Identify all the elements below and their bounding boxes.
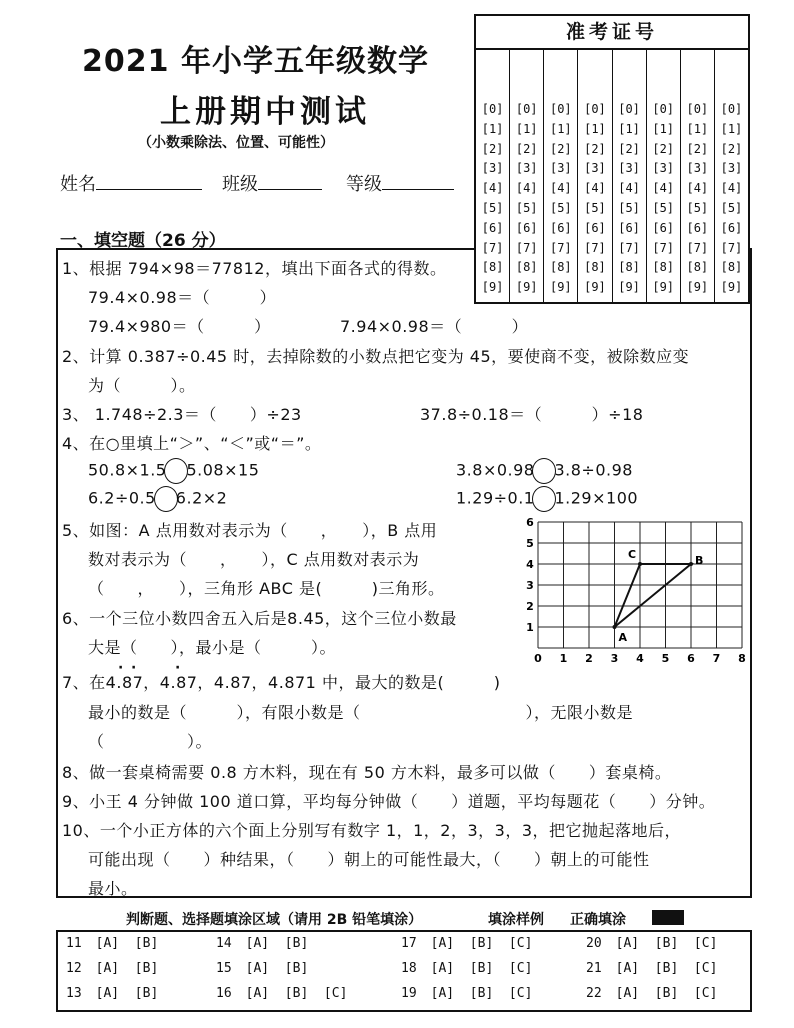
option-bubbles[interactable]: [A] [B] [C] <box>245 986 348 1001</box>
grade-field[interactable] <box>346 170 454 196</box>
q4-a[interactable] <box>88 458 259 484</box>
option-bubbles[interactable]: [A] [B] [C] <box>430 986 533 1001</box>
exam-digit-bubble[interactable]: [9] <box>481 280 504 295</box>
class-field[interactable] <box>222 170 322 196</box>
x-tick-label: 7 <box>712 652 721 665</box>
exam-digit-bubble[interactable]: [5] <box>584 200 606 215</box>
q4-d-left: 1.29÷0.1 <box>456 488 535 508</box>
filled-sample-mark <box>652 910 684 925</box>
exam-digit-bubble[interactable]: [4] <box>515 181 538 196</box>
exam-digit-bubble[interactable]: [5] <box>720 200 743 215</box>
answer-item[interactable] <box>401 936 532 951</box>
option-bubbles[interactable]: [A] [B] <box>95 986 159 1001</box>
grade-label: 等级 <box>346 174 382 195</box>
exam-digit-bubble[interactable]: [1] <box>686 121 709 136</box>
exam-digit-bubble[interactable]: [3] <box>686 161 709 176</box>
repeat-dot: · <box>118 660 124 676</box>
q4-b-left: 3.8×0.98 <box>456 460 535 480</box>
exam-digit-bubble[interactable]: [9] <box>652 280 675 295</box>
x-tick-label: 0 <box>534 652 542 665</box>
q4-b[interactable] <box>456 458 633 484</box>
q4-a-right: 5.08×15 <box>186 460 260 480</box>
name-label: 姓名 <box>60 174 96 195</box>
answer-card-heading-row <box>56 906 752 930</box>
point-b <box>689 562 693 566</box>
answer-item[interactable] <box>586 986 717 1001</box>
exam-digit-bubble[interactable]: [9] <box>515 280 538 295</box>
exam-digit-bubble[interactable]: [6] <box>549 220 572 235</box>
q2-line2[interactable]: 为（ ）。 <box>88 376 196 395</box>
exam-digit-bubble[interactable]: [2] <box>515 141 538 156</box>
exam-digit-bubble[interactable]: [3] <box>652 161 675 176</box>
q4-d[interactable] <box>456 486 638 512</box>
exam-digit-bubble[interactable]: [6] <box>652 220 675 235</box>
exam-digit-bubble[interactable]: [8] <box>515 260 538 275</box>
answer-row <box>66 961 746 985</box>
exam-digit-bubble[interactable]: [1] <box>618 121 640 136</box>
exam-digit-bubble[interactable]: [1] <box>652 121 675 136</box>
exam-digit-bubble[interactable]: [3] <box>584 161 606 176</box>
exam-digit-bubble[interactable]: [5] <box>686 200 709 215</box>
exam-digit-bubble[interactable]: [9] <box>549 280 572 295</box>
answer-card-heading: 判断题、选择题填涂区域（请用 2B 铅笔填涂） <box>126 912 423 928</box>
exam-number-write-cell[interactable] <box>715 48 748 100</box>
exam-digit-bubble[interactable]: [2] <box>618 141 640 156</box>
y-tick-label: 6 <box>526 516 534 529</box>
section-title: 一、填空题（26 分） <box>60 231 226 251</box>
exam-digit-bubble[interactable]: [7] <box>584 240 606 255</box>
exam-digit-bubble[interactable]: [1] <box>549 121 572 136</box>
option-bubbles[interactable]: [A] [B] [C] <box>615 986 718 1001</box>
option-bubbles[interactable]: [A] [B] [C] <box>430 961 533 976</box>
subtitle: （小数乘除法、位置、可能性） <box>138 135 334 151</box>
point-label-b: B <box>695 554 704 567</box>
exam-digit-bubble[interactable]: [0] <box>720 102 743 116</box>
point-label-a: A <box>618 631 628 644</box>
exam-digit-bubble[interactable]: [4] <box>686 181 709 196</box>
exam-digit-bubble[interactable]: [8] <box>652 260 675 275</box>
exam-number-title: 准考证号 <box>476 16 748 50</box>
exam-digit-bubble[interactable]: [7] <box>618 240 640 255</box>
exam-digit-bubble[interactable]: [0] <box>584 102 606 116</box>
exam-number-write-cell[interactable] <box>647 48 680 100</box>
exam-digit-bubble[interactable]: [1] <box>720 121 743 136</box>
q4-c-right: 6.2×2 <box>175 488 228 508</box>
exam-digit-bubble[interactable]: [4] <box>584 181 606 196</box>
option-bubbles[interactable]: [A] [B] <box>245 936 309 951</box>
exam-digit-bubble[interactable]: [7] <box>686 240 709 255</box>
answer-item[interactable] <box>66 936 158 951</box>
exam-digit-bubble[interactable]: [3] <box>515 161 538 176</box>
exam-digit-bubble[interactable]: [0] <box>515 102 538 116</box>
name-field[interactable] <box>60 170 202 196</box>
answer-item[interactable] <box>66 986 158 1001</box>
x-tick-label: 6 <box>687 652 695 665</box>
exam-number-write-cell[interactable] <box>510 48 543 100</box>
exam-digit-bubble[interactable]: [8] <box>720 260 743 275</box>
exam-digit-bubble[interactable]: [9] <box>720 280 743 295</box>
q8[interactable]: 8、做一套桌椅需要 0.8 方木料，现在有 50 方木料，最多可以做（ ）套桌椅。 <box>62 763 672 782</box>
exam-digit-bubble[interactable]: [1] <box>515 121 538 136</box>
q10-line1: 10、一个小正方体的六个面上分别写有数字 1，1，2，3，3，3，把它抛起落地后， <box>62 821 682 840</box>
exam-digit-bubble[interactable]: [4] <box>720 181 743 196</box>
q5-line3[interactable]: （ ， ），三角形 ABC 是( )三角形。 <box>88 579 445 598</box>
title-line2: 上册期中测试 <box>160 94 370 130</box>
exam-digit-bubble[interactable]: [6] <box>515 220 538 235</box>
answer-item[interactable] <box>401 986 532 1001</box>
q7-line3[interactable]: （ ）。 <box>88 732 213 751</box>
question-number: 17 <box>401 936 417 951</box>
exam-digit-bubble[interactable]: [2] <box>686 141 709 156</box>
question-number: 15 <box>216 961 232 976</box>
compare-circle[interactable] <box>154 486 178 512</box>
q6-line2[interactable]: 大是（ ），最小是（ ）。 <box>88 638 337 657</box>
correct-label: 正确填涂 <box>570 912 626 928</box>
q3-b[interactable]: 37.8÷0.18＝（ ）÷18 <box>420 405 644 424</box>
title-line1: 2021 年小学五年级数学 <box>82 44 429 79</box>
exam-digit-bubble[interactable]: [8] <box>481 260 504 275</box>
exam-digit-bubble[interactable]: [0] <box>549 102 572 116</box>
exam-number-write-cell[interactable] <box>544 48 577 100</box>
q1-stem: 1、根据 794×98＝77812，填出下面各式的得数。 <box>62 259 447 278</box>
point-c <box>638 562 642 566</box>
q5-line1[interactable]: 5、如图：A 点用数对表示为（ ， ），B 点用 <box>62 521 438 540</box>
q3-a[interactable]: 3、 1.748÷2.3＝（ ）÷23 <box>62 405 302 424</box>
exam-digit-bubble[interactable]: [9] <box>618 280 640 295</box>
answer-item[interactable] <box>216 961 308 976</box>
exam-digit-bubble[interactable]: [4] <box>481 181 504 196</box>
question-number: 12 <box>66 961 82 976</box>
q2-line1: 2、计算 0.387÷0.45 时，去掉除数的小数点把它变为 45，要使商不变，被除数应变 <box>62 347 690 366</box>
exam-digit-bubble[interactable]: [7] <box>481 240 504 255</box>
question-number: 13 <box>66 986 82 1001</box>
question-number: 14 <box>216 936 232 951</box>
x-tick-label: 3 <box>610 652 619 665</box>
q10-line3: 最小。 <box>88 879 138 898</box>
sample-label: 填涂样例 <box>488 912 544 928</box>
q10-line2[interactable]: 可能出现（ ）种结果，（ ）朝上的可能性最大，（ ）朝上的可能性 <box>88 850 650 869</box>
y-tick-label: 3 <box>526 579 534 592</box>
answer-item[interactable] <box>586 936 717 951</box>
exam-digit-bubble[interactable]: [6] <box>686 220 709 235</box>
answer-item[interactable] <box>216 986 347 1001</box>
q7-line1[interactable]: 7、在4.87，4.87，4.87，4.871 中，最大的数是( ) <box>62 673 501 692</box>
exam-digit-bubble[interactable]: [5] <box>481 200 504 215</box>
question-number: 22 <box>586 986 602 1001</box>
exam-number-write-cell[interactable] <box>476 48 509 100</box>
triangle-abc <box>615 564 692 627</box>
y-tick-label: 5 <box>526 537 534 550</box>
class-label: 班级 <box>222 174 258 195</box>
exam-digit-bubble[interactable]: [7] <box>549 240 572 255</box>
exam-digit-bubble[interactable]: [1] <box>481 121 504 136</box>
exam-digit-bubble[interactable]: [6] <box>720 220 743 235</box>
exam-digit-bubble[interactable]: [0] <box>686 102 709 116</box>
exam-digit-bubble[interactable]: [2] <box>720 141 743 156</box>
exam-digit-bubble[interactable]: [9] <box>686 280 709 295</box>
exam-digit-bubble[interactable]: [8] <box>618 260 640 275</box>
y-tick-label: 4 <box>526 558 534 571</box>
exam-digit-bubble[interactable]: [4] <box>652 181 675 196</box>
q9[interactable]: 9、小王 4 分钟做 100 道口算，平均每分钟做（ ）道题，平均每题花（ ）分钟。 <box>62 792 716 811</box>
exam-digit-bubble[interactable]: [5] <box>652 200 675 215</box>
exam-digit-bubble[interactable]: [9] <box>584 280 606 295</box>
answer-item[interactable] <box>586 961 717 976</box>
exam-digit-bubble[interactable]: [0] <box>481 102 504 116</box>
q4-d-right: 1.29×100 <box>554 488 639 508</box>
exam-digit-bubble[interactable]: [0] <box>652 102 675 116</box>
exam-digit-bubble[interactable]: [8] <box>686 260 709 275</box>
question-number: 11 <box>66 936 82 951</box>
option-bubbles[interactable]: [A] [B] <box>95 961 159 976</box>
option-bubbles[interactable]: [A] [B] <box>245 961 309 976</box>
exam-digit-bubble[interactable]: [5] <box>515 200 538 215</box>
exam-digit-bubble[interactable]: [7] <box>652 240 675 255</box>
coordinate-grid <box>518 516 744 670</box>
y-tick-label: 2 <box>526 600 534 613</box>
answer-item[interactable] <box>66 961 158 976</box>
exam-digit-bubble[interactable]: [8] <box>584 260 606 275</box>
q6-line1: 6、一个三位小数四舍五入后是8.45，这个三位小数最 <box>62 609 457 628</box>
option-bubbles[interactable]: [A] [B] [C] <box>430 936 533 951</box>
exam-digit-bubble[interactable]: [3] <box>549 161 572 176</box>
compare-circle[interactable] <box>532 458 556 484</box>
exam-digit-bubble[interactable]: [6] <box>481 220 504 235</box>
answer-row <box>66 936 746 960</box>
exam-digit-bubble[interactable]: [7] <box>515 240 538 255</box>
x-tick-label: 5 <box>661 652 670 665</box>
answer-item[interactable] <box>216 936 308 951</box>
exam-digit-bubble[interactable]: [2] <box>549 141 572 156</box>
question-number: 18 <box>401 961 417 976</box>
exam-digit-bubble[interactable]: [2] <box>481 141 504 156</box>
exam-digit-bubble[interactable]: [6] <box>584 220 606 235</box>
exam-digit-bubble[interactable]: [5] <box>618 200 640 215</box>
x-tick-label: 4 <box>636 652 644 665</box>
answer-row <box>66 986 746 1010</box>
q1-b[interactable]: 79.4×980＝（ ） <box>88 317 271 336</box>
compare-circle[interactable] <box>164 458 188 484</box>
exam-digit-bubble[interactable]: [1] <box>584 121 606 136</box>
q4-c[interactable] <box>88 486 227 512</box>
compare-circle[interactable] <box>532 486 556 512</box>
question-number: 21 <box>586 961 602 976</box>
x-tick-label: 8 <box>738 652 746 665</box>
exam-number-write-cell[interactable] <box>613 48 646 100</box>
exam-digit-bubble[interactable]: [3] <box>481 161 504 176</box>
exam-digit-bubble[interactable]: [7] <box>720 240 743 255</box>
point-label-c: C <box>628 548 637 561</box>
question-number: 19 <box>401 986 417 1001</box>
option-bubbles[interactable]: [A] [B] [C] <box>615 961 718 976</box>
exam-digit-bubble[interactable]: [4] <box>549 181 572 196</box>
q4-stem: 4、在○里填上“＞”、“＜”或“＝”。 <box>62 434 322 453</box>
exam-digit-bubble[interactable]: [8] <box>549 260 572 275</box>
exam-digit-bubble[interactable]: [0] <box>618 102 640 116</box>
repeat-dot: · <box>131 660 137 676</box>
option-bubbles[interactable]: [A] [B] [C] <box>615 936 718 951</box>
exam-number-write-cell[interactable] <box>578 48 611 100</box>
q4-b-right: 3.8÷0.98 <box>554 460 633 480</box>
exam-digit-bubble[interactable]: [2] <box>584 141 606 156</box>
repeat-dot: · <box>175 660 181 676</box>
q4-c-left: 6.2÷0.5 <box>88 488 156 508</box>
exam-digit-bubble[interactable]: [2] <box>652 141 675 156</box>
y-tick-label: 1 <box>526 621 534 634</box>
exam-digit-bubble[interactable]: [3] <box>618 161 640 176</box>
q1-a[interactable]: 79.4×0.98＝（ ） <box>88 288 277 307</box>
option-bubbles[interactable]: [A] [B] <box>95 936 159 951</box>
question-number: 20 <box>586 936 602 951</box>
q1-c[interactable]: 7.94×0.98＝（ ） <box>340 317 529 336</box>
answer-card <box>56 930 752 1012</box>
questions-frame-top <box>56 248 474 250</box>
exam-digit-bubble[interactable]: [6] <box>618 220 640 235</box>
exam-digit-bubble[interactable]: [5] <box>549 200 572 215</box>
x-tick-label: 2 <box>585 652 593 665</box>
question-number: 16 <box>216 986 232 1001</box>
q7-line2[interactable]: 最小的数是（ ），有限小数是（ ），无限小数是 <box>88 703 634 722</box>
q4-a-left: 50.8×1.5 <box>88 460 167 480</box>
exam-number-write-cell[interactable] <box>681 48 714 100</box>
exam-digit-bubble[interactable]: [4] <box>618 181 640 196</box>
exam-digit-bubble[interactable]: [3] <box>720 161 743 176</box>
point-a <box>613 625 617 629</box>
q5-line2[interactable]: 数对表示为（ ， ），C 点用数对表示为 <box>88 550 420 569</box>
x-tick-label: 1 <box>559 652 568 665</box>
answer-item[interactable] <box>401 961 532 976</box>
